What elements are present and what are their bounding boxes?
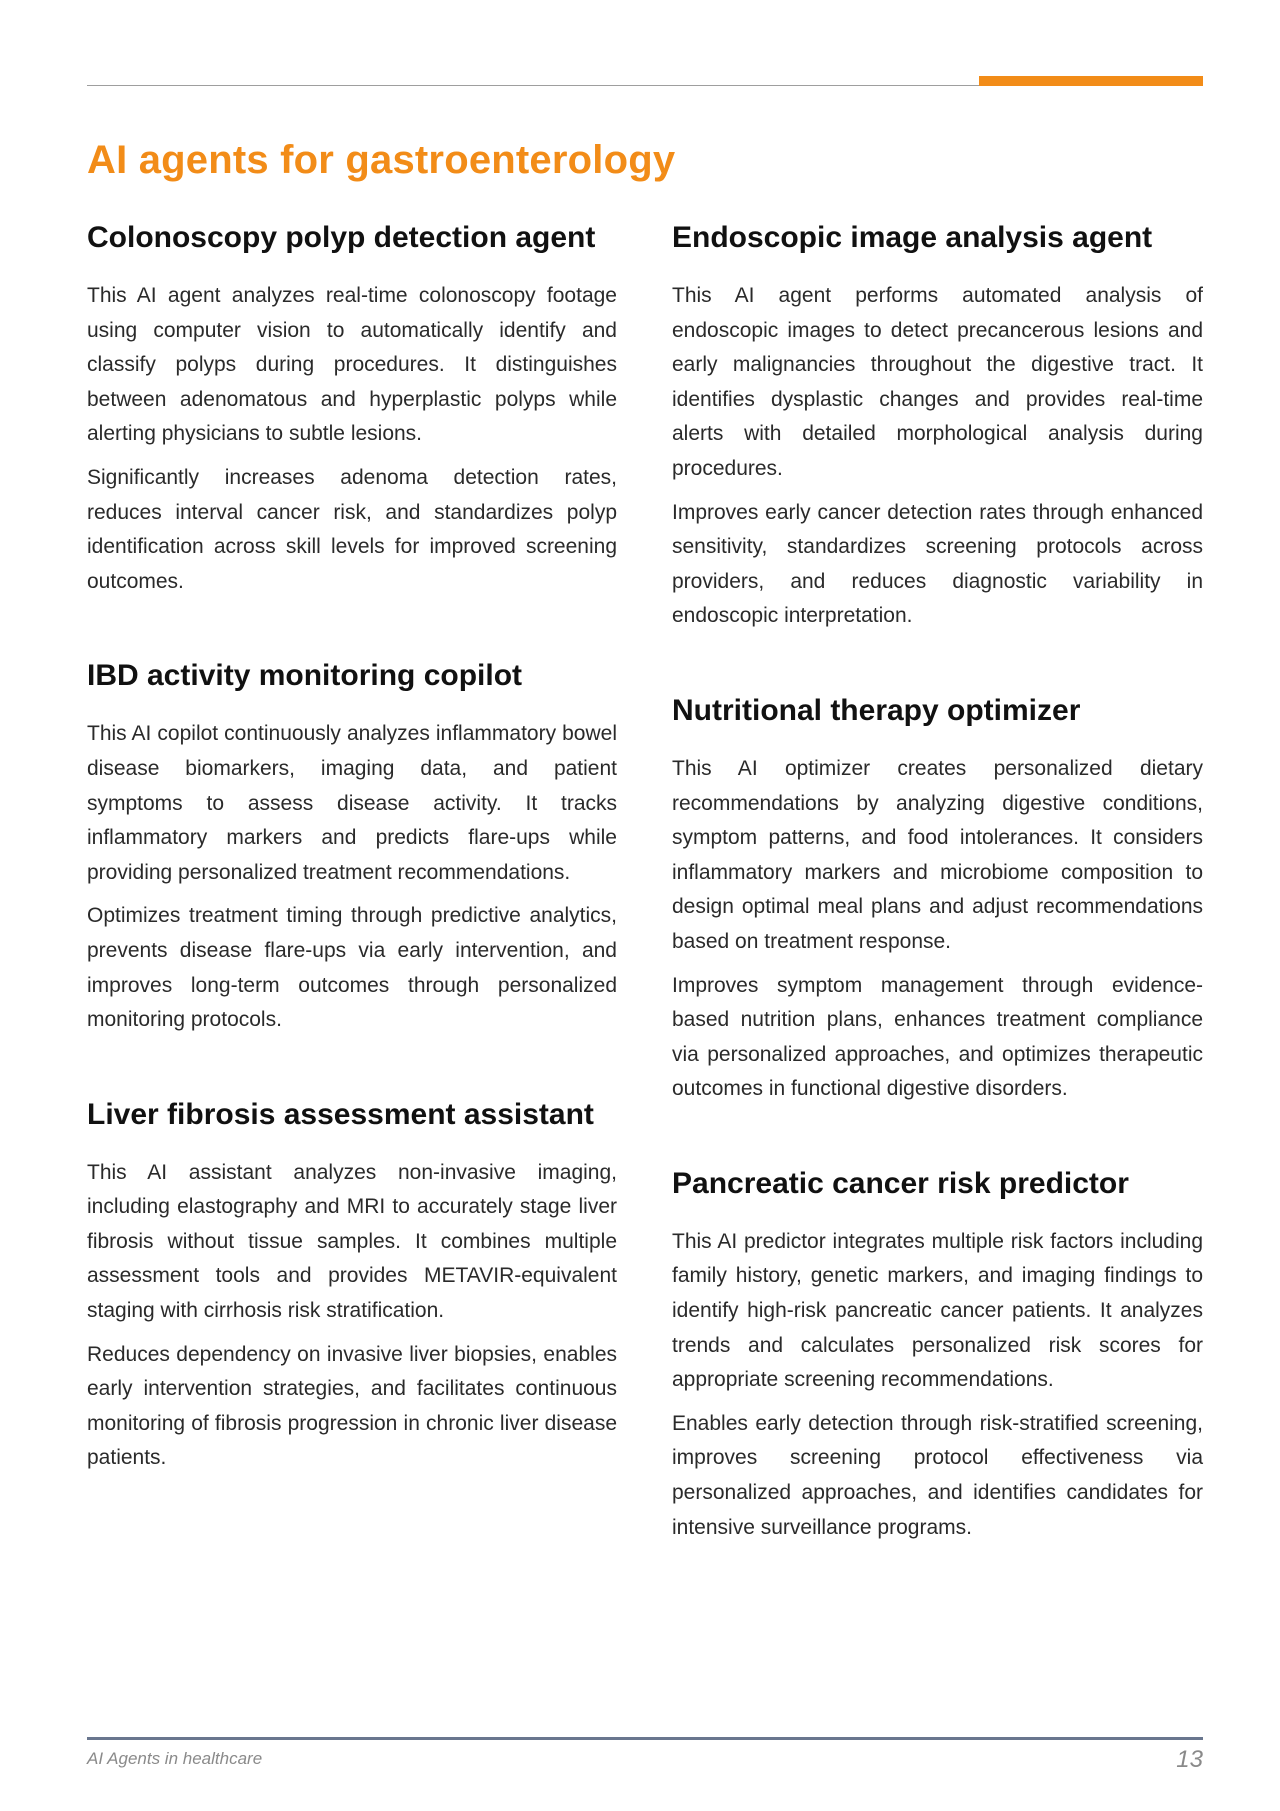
section-benefits: Reduces dependency on invasive liver biopsies, enables early intervention strategies, and facilitates continuous monitoring of fibrosis progression in chronic liver disease patients. <box>87 1342 617 1470</box>
section-heading: Colonoscopy polyp detection agent <box>87 221 596 254</box>
section-benefits: Improves early cancer detection rates through enhanced sensitivity, standardizes screening protocols across providers, and reduces diagnostic variability in endoscopic interpretation. <box>672 500 1203 628</box>
section-heading: Pancreatic cancer risk predictor <box>672 1166 1129 1200</box>
section-benefits: Optimizes treatment timing through predictive analytics, prevents disease flare-ups via early intervention, and improves long-term outcomes through personalized monitoring protocols. <box>87 904 617 1032</box>
section-heading: Liver fibrosis assessment assistant <box>87 1097 594 1131</box>
header-accent-bar <box>979 76 1203 86</box>
section-description: This AI predictor integrates multiple risk factors including family history, genetic markers, and imaging findings to identify high-risk pancreatic cancer patients. It analyzes trends and calculates personalized risk scores for appropriate screening recommendations. <box>672 1229 1203 1392</box>
right-column <box>672 215 1203 1599</box>
section-liver-fibrosis-assessment <box>87 1092 617 1476</box>
section-heading: Nutritional therapy optimizer <box>672 693 1081 727</box>
section-benefits: Significantly increases adenoma detection rates, reduces interval cancer risk, and standardizes polyp identification across skill levels for improved screening outcomes. <box>87 465 617 593</box>
section-description: This AI agent analyzes real-time colonoscopy footage using computer vision to automatically identify and classify polyps during procedures. It distinguishes between adenomatous and hyperplastic polyps while alerting physicians to subtle lesions. <box>87 284 617 446</box>
section-heading: Endoscopic image analysis agent <box>672 221 1153 254</box>
section-pancreatic-cancer-risk <box>672 1161 1203 1545</box>
section-description: This AI agent performs automated analysis of endoscopic images to detect precancerous lesions and early malignancies throughout the digestive tract. It identifies dysplastic changes and provides real-time alerts with detailed morphological analysis during procedures. <box>672 284 1203 480</box>
footer-divider <box>87 1737 1203 1740</box>
section-colonoscopy-polyp-detection <box>87 215 617 599</box>
section-heading: IBD activity monitoring copilot <box>87 659 523 693</box>
section-benefits: Improves symptom management through evidence-based nutrition plans, enhances treatment compliance via personalized approaches, and optimizes therapeutic outcomes in functional digestive disorders. <box>672 973 1203 1101</box>
section-nutritional-therapy-optimizer <box>672 688 1203 1107</box>
page-number: 13 <box>1176 1746 1203 1773</box>
page-title: AI agents for gastroenterology <box>87 138 676 182</box>
footer-document-label: AI Agents in healthcare <box>87 1749 263 1768</box>
section-description: This AI assistant analyzes non-invasive imaging, including elastography and MRI to accurately stage liver fibrosis without tissue samples. It combines multiple assessment tools and provides METAVIR-equivalent staging with cirrhosis risk stratification. <box>87 1160 617 1323</box>
section-ibd-activity-monitoring <box>87 653 617 1037</box>
left-column <box>87 215 617 1530</box>
section-description: This AI copilot continuously analyzes inflammatory bowel disease biomarkers, imaging data, and patient symptoms to assess disease activity. It tracks inflammatory markers and predicts flare-ups while providing personalized treatment recommendations. <box>87 722 617 884</box>
section-benefits: Enables early detection through risk-stratified screening, improves screening protocol effectiveness via personalized approaches, and identifies candidates for intensive surveillance programs. <box>672 1411 1203 1539</box>
section-description: This AI optimizer creates personalized dietary recommendations by analyzing digestive conditions, symptom patterns, and food intolerances. It considers inflammatory markers and microbiome composition to design optimal meal plans and adjust recommendations based on treatment response. <box>672 756 1203 953</box>
section-endoscopic-image-analysis <box>672 215 1203 634</box>
